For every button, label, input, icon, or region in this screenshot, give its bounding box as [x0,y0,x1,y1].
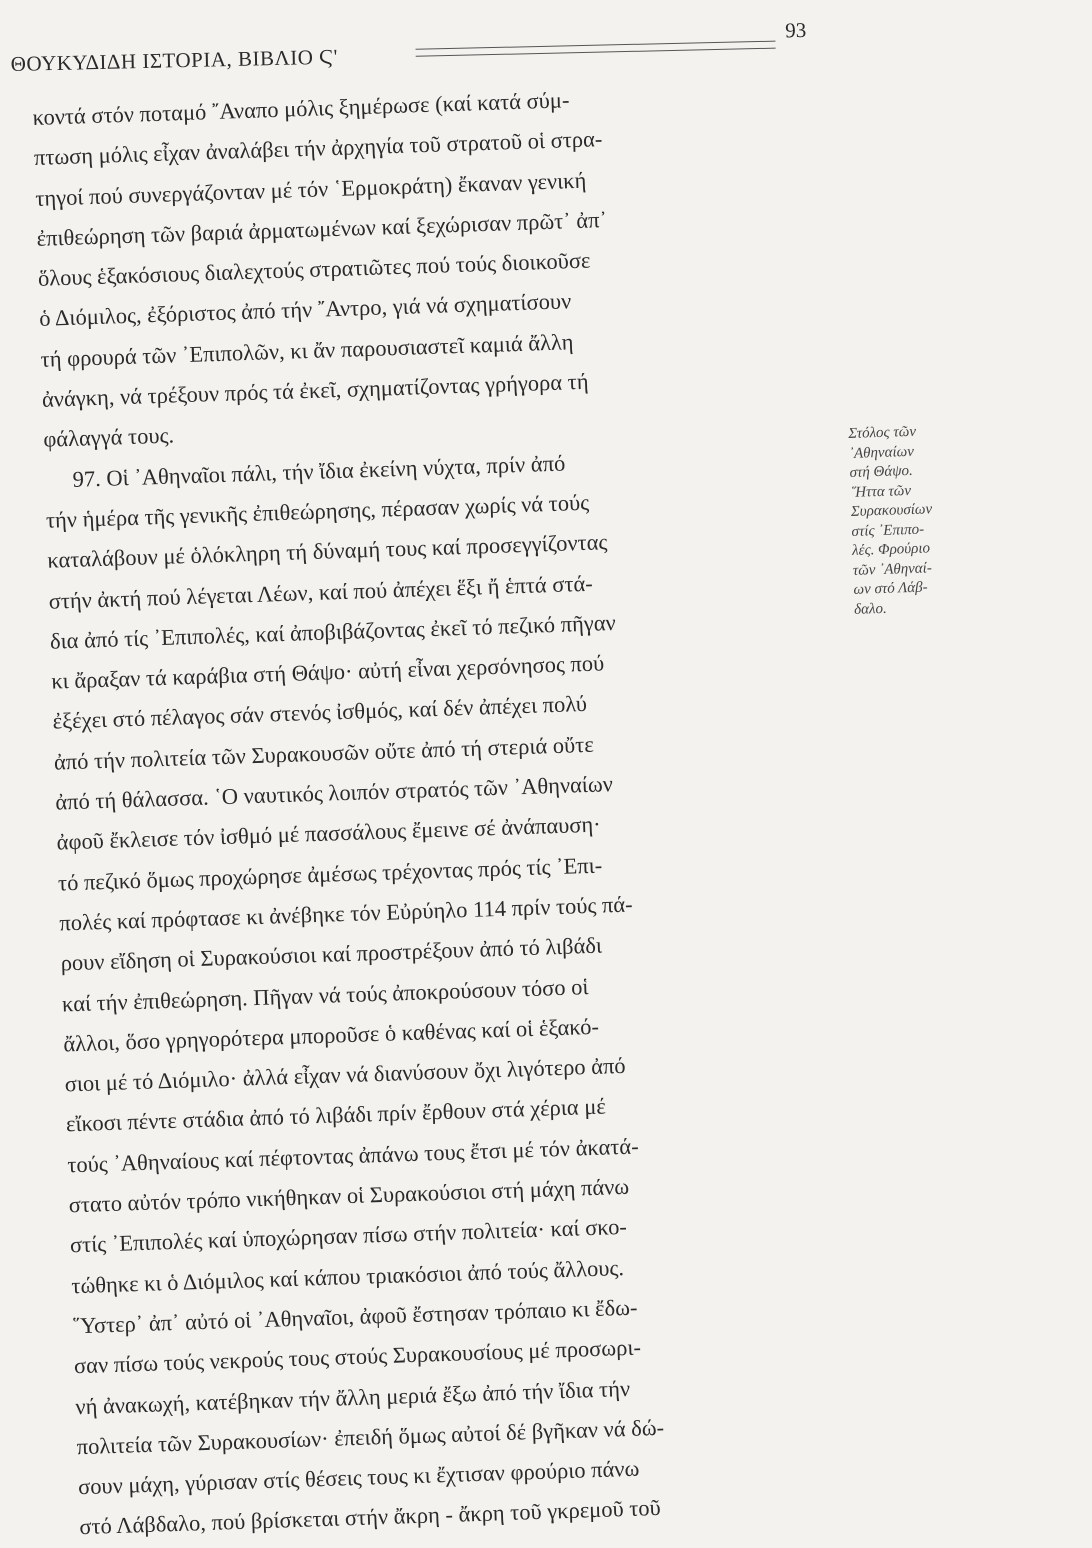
text-line: τώθηκε κι ὁ Διόμιλος καί κάπου τριακόσιοι ἀπό τούς ἄλλους. [70,1254,625,1298]
text-line: ὁ Διόμιλος, ἐξόριστος ἀπό τήν ῎Αντρο, γιά νά σχηματίσουν [38,288,572,332]
text-line: ρουν εἴδηση οἱ Συρακούσιοι καί προστρέξουν ἀπό τό λιβάδι [60,932,603,976]
margin-note-line: τῶν ᾿Αθηναί- [852,559,933,579]
text-line: ἀνάγκη, νά τρέξουν πρός τά ἐκεῖ, σχηματίζοντας γρήγορα τή [41,368,589,412]
text-line: ῞Υστερ᾽ ἀπ᾽ αὐτό οἱ ᾿Αθηναῖοι, ἀφοῦ ἔστησαν τρόπαιο κι ἔδω- [72,1294,638,1339]
margin-note-line: στή Θάψο. [849,462,914,481]
text-line: ἀπό τήν πολιτεία τῶν Συρακουσῶν οὔτε ἀπό τή στεριά οὔτε [53,731,595,775]
text-line: ἐπιθεώρηση τῶν βαριά ἀρματωμένων καί ξεχώρισαν πρῶτ᾽ ἀπ᾽ [36,206,608,251]
text-line: στήν ἀκτή πού λέγεται Λέων, καί πού ἀπέχει ἕξι ἤ ἑπτά στά- [48,570,594,614]
margin-note-line: ῞Ηττα τῶν [849,482,912,501]
margin-note-line: ᾿Αθηναίων [848,443,915,462]
text-line: καί τήν ἐπιθεώρηση. Πῆγαν νά τούς ἀποκρούσουν τόσο οἱ [61,973,589,1017]
text-line: τηγοί πού συνεργάζονταν μέ τόν ῾Ερμοκράτη) ἔκαναν γενική [34,167,587,211]
text-line: στό Λάβδαλο, πού βρίσκεται στήν ἄκρη - ἄκρη τοῦ γκρεμοῦ τοῦ [78,1495,662,1540]
page-number: 93 [784,17,807,43]
text-line: ἐξέχει στό πέλαγος σάν στενός ἰσθμός, καί δέν ἀπέχει πολύ [52,691,588,735]
text-line: καταλάβουν μέ ὁλόκληρη τή δύναμή τους καί προσεγγίζοντας [46,529,608,574]
text-line: πολές καί πρόφτασε κι ἀνέβηκε τόν Εὐρύηλο 114 πρίν τούς πά- [58,891,633,936]
text-line: πολιτεία τῶν Συρακουσίων· ἐπειδή ὅμως αὐτοί δέ βγῆκαν νά δώ- [76,1414,665,1460]
margin-note-line: ων στό Λάβ- [853,579,928,598]
text-line: κι ἄραξαν τά καράβια στή Θάψο· αὐτή εἶναι χερσόνησος πού [50,650,605,694]
header-rule [416,41,776,57]
paragraph-start-line: 97. Οἱ ᾿Αθηναῖοι πάλι, τήν ἴδια ἐκείνη νύχτα, πρίν ἀπό [72,450,566,492]
text-line: δια ἀπό τίς ᾿Επιπολές, καί ἀποβιβάζοντας ἐκεῖ τό πεζικό πῆγαν [49,609,617,654]
text-line: φάλαγγά τους. [42,422,175,453]
text-line: ἄλλοι, ὅσο γρηγορότερα μποροῦσε ὁ καθένας καί οἱ ἑξακό- [62,1013,600,1057]
margin-note-line: λές. Φρούριο [851,540,931,559]
text-line: τή φρουρά τῶν ᾿Επιπολῶν, κι ἄν παρουσιαστεῖ καμιά ἄλλη [40,328,574,372]
main-text [32,71,880,1547]
text-line: ἀπό τή θάλασσα. ῾Ο ναυτικός λοιπόν στρατός τῶν ᾿Αθηναίων [54,771,614,815]
margin-note-line: δαλο. [853,600,887,618]
text-line: τό πεζικό ὅμως προχώρησε ἀμέσως τρέχοντας πρός τίς ᾿Επι- [57,852,603,896]
text-line: ὅλους ἑξακόσιους διαλεχτούς στρατιῶτες πού τούς διοικοῦσε [37,247,591,292]
text-line: στατο αὐτόν τρόπο νικήθηκαν οἱ Συρακούσιοι στή μάχη πάνω [68,1173,630,1218]
text-line: στίς ᾿Επιπολές καί ὑποχώρησαν πίσω στήν πολιτεία· καί σκο- [69,1214,628,1258]
text-line: σαν πίσω τούς νεκρούς τους στούς Συρακουσίους μέ προσωρι- [73,1334,642,1379]
text-line: τούς ᾿Αθηναίους καί πέφτοντας ἀπάνω τους ἔτσι μέ τόν ἀκατά- [66,1133,639,1178]
margin-note-line: στίς ᾿Επιπο- [851,521,925,540]
text-line: νή ἀνακωχή, κατέβηκαν τήν ἄλλη μεριά ἔξω ἀπό τήν ἴδια τήν [74,1375,631,1419]
header-title: ΘΟΥΚΥΔΙΔΗ ΙΣΤΟΡΙΑ, ΒΙΒΛΙΟ Ϛ' [10,44,339,76]
margin-note-line: Στόλος τῶν [848,423,917,442]
text-line: κοντά στόν ποταμό ῎Αναπο μόλις ξημέρωσε (καί κατά σύμ- [32,87,570,130]
text-line: εἴκοσι πέντε στάδια ἀπό τό λιβάδι πρίν ἔρθουν στά χέρια μέ [65,1093,607,1137]
text-line: ἀφοῦ ἔκλεισε τόν ἰσθμό μέ πασσάλους ἔμεινε σέ ἀνάπαυση· [56,811,602,855]
text-line: σουν μάχη, γύρισαν στίς θέσεις τους κι ἔχτισαν φρούριο πάνω [77,1455,640,1500]
margin-note [848,422,944,620]
text-line: σιοι μέ τό Διόμιλο· ἀλλά εἶχαν νά διανύσουν ὄχι λιγότερο ἀπό [64,1052,626,1097]
text-line: πτωση μόλις εἶχαν ἀναλάβει τήν ἀρχηγία τοῦ στρατοῦ οἱ στρα- [33,126,603,171]
text-line: τήν ἡμέρα τῆς γενικῆς ἐπιθεώρησης, πέρασαν χωρίς νά τούς [45,489,590,533]
margin-note-line: Συρακουσίων [850,501,933,520]
